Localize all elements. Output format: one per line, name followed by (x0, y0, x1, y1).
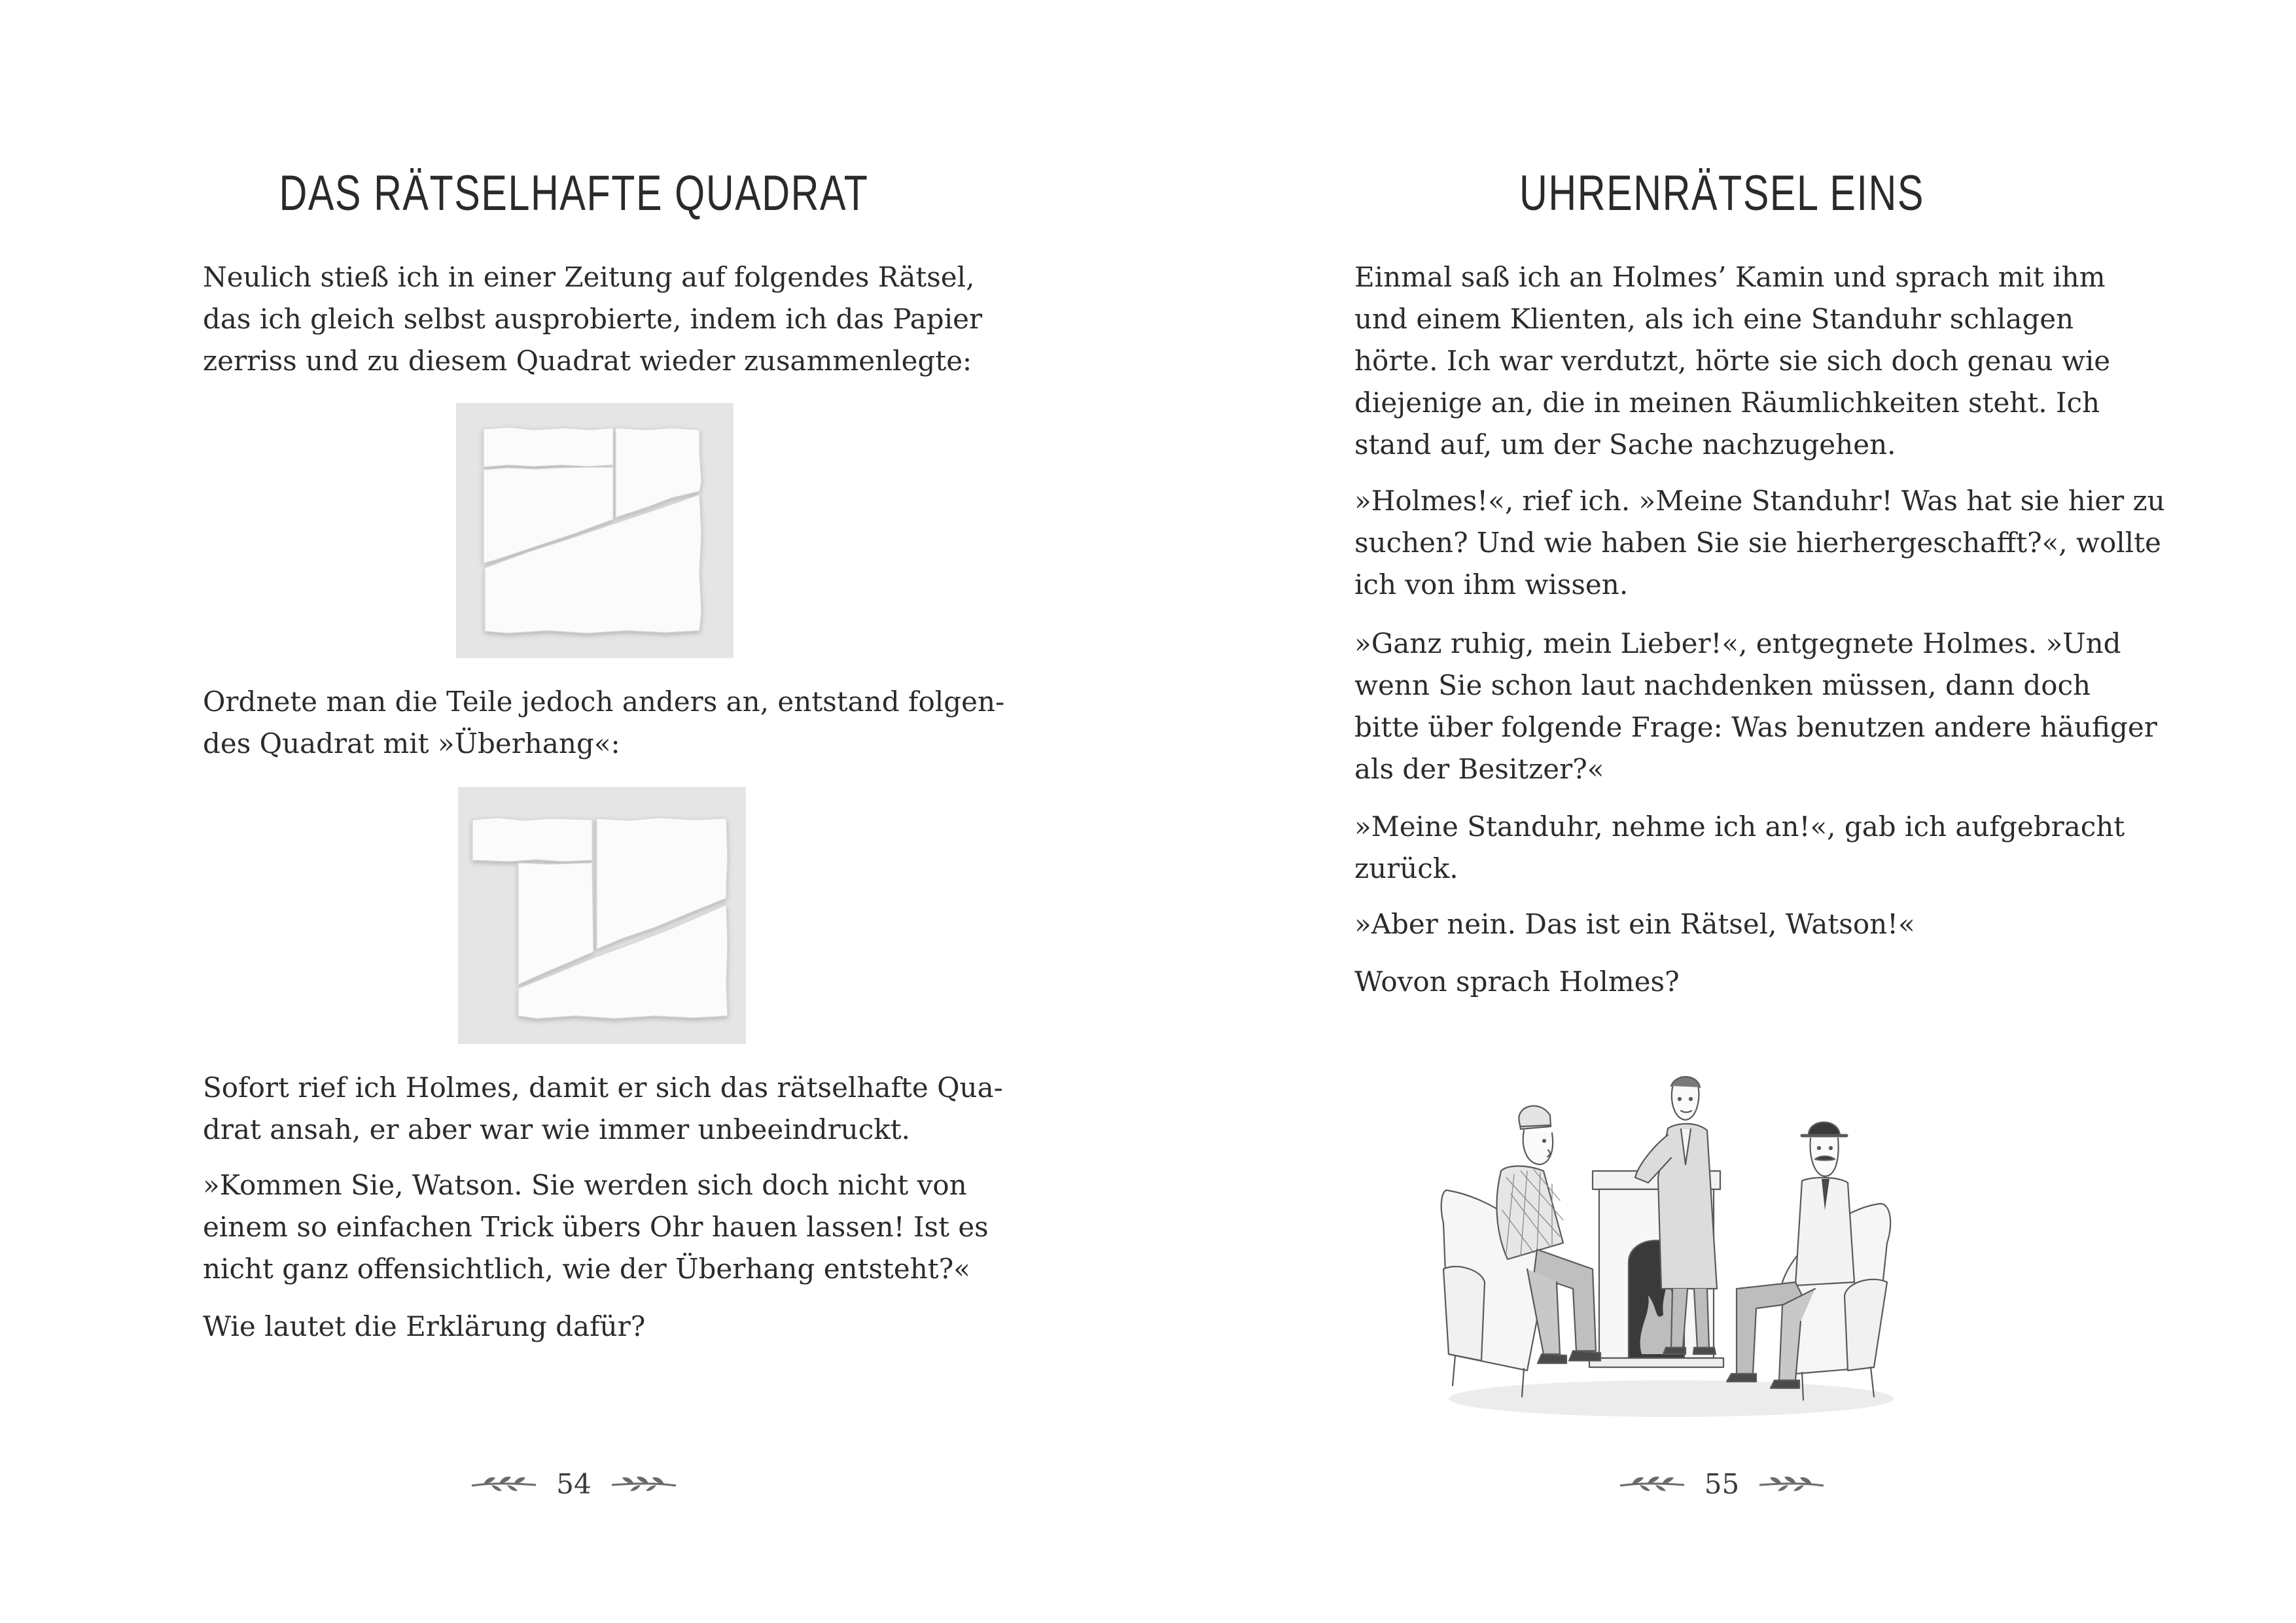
story-paragraph: »Aber nein. Das ist ein Rätsel, Watson!« (1354, 908, 1915, 940)
text-line: das ich gleich selbst ausprobierte, indem ich das Papier (203, 303, 983, 335)
text-line: suchen? Und wie haben Sie sie hierhergeschafft?«, wollte (1354, 527, 2161, 559)
text-line: »Ganz ruhig, mein Lieber!«, entgegnete Holmes. »Und (1354, 627, 2121, 659)
text-line: als der Besitzer?« (1354, 753, 1604, 785)
story-paragraph (1354, 806, 2125, 890)
torn-paper-square-icon (456, 403, 733, 658)
text-line: »Kommen Sie, Watson. Sie werden sich doch nicht von (203, 1169, 967, 1201)
text-line: Ordnete man die Teile jedoch anders an, entstand folgen- (203, 686, 1005, 718)
question-paragraph: Wovon sprach Holmes? (1354, 966, 1680, 998)
puzzle-square-figure (456, 403, 733, 658)
story-paragraph (1354, 480, 2165, 606)
text-line: und einem Klienten, als ich eine Standuhr schlagen (1354, 303, 2074, 335)
holmes-paragraph (203, 1067, 1003, 1151)
leaf-sprig-icon (609, 1474, 677, 1493)
fireside-conversation-illustration (1429, 1073, 1900, 1439)
story-paragraph (1354, 623, 2157, 790)
text-line: des Quadrat mit »Überhang«: (203, 727, 620, 759)
text-line: diejenige an, die in meinen Räumlichkeiten steht. Ich (1354, 387, 2100, 419)
text-line: ich von ihm wissen. (1354, 568, 1629, 601)
text-line: Neulich stieß ich in einer Zeitung auf folgendes Rätsel, (203, 261, 975, 293)
text-line: »Holmes!«, rief ich. »Meine Standuhr! Was hat sie hier zu (1354, 485, 2165, 517)
right-page (1148, 0, 2296, 1623)
dialogue-paragraph (203, 1164, 989, 1290)
page-footer (0, 1464, 1148, 1503)
text-line: hörte. Ich war verdutzt, hörte sie sich doch genau wie (1354, 345, 2111, 377)
page-title: DAS RÄTSELHAFTE QUADRAT (279, 166, 869, 221)
text-line: zerriss und zu diesem Quadrat wieder zusammenlegte: (203, 345, 972, 377)
puzzle-overhang-figure (458, 787, 746, 1044)
page-footer (1148, 1464, 2296, 1503)
floor-shadow (1449, 1380, 1894, 1417)
leaf-sprig-icon (1756, 1474, 1825, 1493)
page-number: 54 (556, 1467, 592, 1500)
text-line: zurück. (1354, 852, 1458, 884)
intro-paragraph (203, 256, 982, 382)
leaf-sprig-icon (1619, 1474, 1687, 1493)
text-line: Einmal saß ich an Holmes’ Kamin und sprach mit ihm (1354, 261, 2106, 293)
text-line: einem so einfachen Trick übers Ohr hauen lassen! Ist es (203, 1211, 989, 1243)
middle-paragraph (203, 681, 1004, 765)
fireside-illustration (1429, 1073, 1900, 1439)
story-paragraph (1354, 256, 2110, 466)
paper-piece (472, 818, 592, 862)
text-line: stand auf, um der Sache nachzugehen. (1354, 428, 1896, 461)
page-title: UHRENRÄTSEL EINS (1519, 166, 1924, 221)
paper-piece (484, 427, 613, 467)
page-number: 55 (1704, 1467, 1740, 1500)
text-line: »Meine Standuhr, nehme ich an!«, gab ich aufgebracht (1354, 811, 2125, 843)
text-line: nicht ganz offensichtlich, wie der Überhang entsteht?« (203, 1253, 970, 1285)
text-line: drat ansah, er aber war wie immer unbeeindruckt. (203, 1113, 910, 1145)
text-line: Sofort rief ich Holmes, damit er sich das rätselhafte Qua- (203, 1072, 1003, 1104)
text-line: bitte über folgende Frage: Was benutzen andere häufiger (1354, 711, 2157, 743)
question-paragraph: Wie lautet die Erklärung dafür? (203, 1310, 646, 1342)
leaf-sprig-icon (470, 1474, 539, 1493)
text-line: wenn Sie schon laut nachdenken müssen, dann doch (1354, 669, 2091, 701)
torn-paper-overhang-icon (458, 787, 746, 1044)
